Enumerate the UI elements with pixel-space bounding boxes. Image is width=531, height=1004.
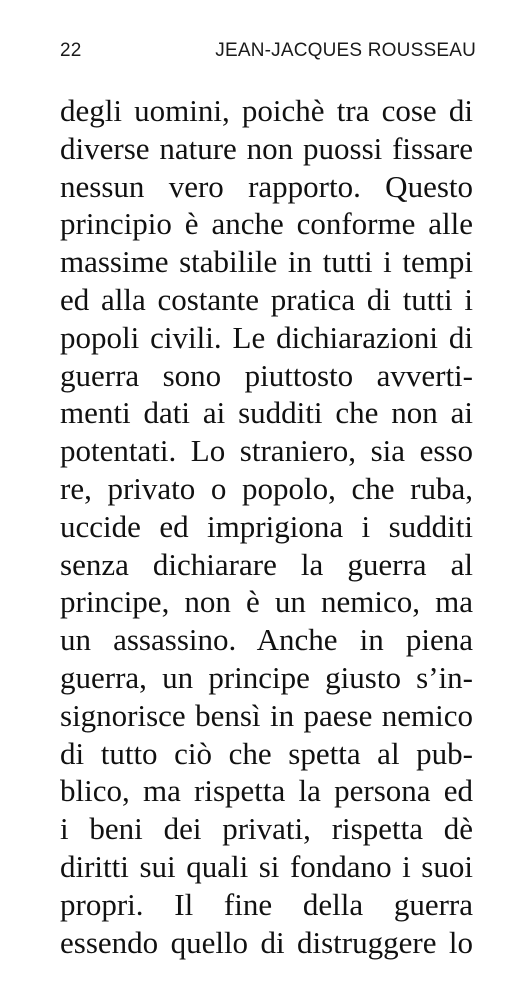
page-number: 22 [60,40,82,61]
running-head: JEAN-JACQUES ROUSSEAU [215,40,476,61]
text-line: nessun vero rapporto. Questo [60,168,473,204]
text-line: ed alla costante pratica di tutti i [60,281,473,317]
text-line: principe, non è un nemico, ma [60,584,473,620]
text-line: principio è anche conforme alle [60,206,473,242]
text-line: diverse nature non puossi fissare [60,130,473,166]
text-line: guerra sono piuttosto avverti- [60,357,473,393]
text-line: signorisce bensì in paese nemico [60,697,473,733]
body-text [60,92,473,961]
text-line: essendo quello di distruggere lo [60,924,473,960]
text-line: re, privato o popolo, che ruba, [60,470,473,506]
text-line: diritti sui quali si fondano i suoi [60,848,473,884]
text-line: menti dati ai sudditi che non ai [60,395,473,431]
text-line: potentati. Lo straniero, sia esso [60,433,473,469]
text-line: popoli civili. Le dichiarazioni di [60,319,473,355]
text-line: degli uomini, poichè tra cose di [60,93,473,128]
text-line: senza dichiarare la guerra al [60,546,473,582]
text-line: guerra, un principe giusto s’in- [60,659,473,695]
text-line: propri. Il fine della guerra [60,886,473,922]
text-line: di tutto ciò che spetta al pub- [60,735,473,771]
text-line: un assassino. Anche in piena [60,622,473,658]
text-line: blico, ma rispetta la persona ed [60,773,473,809]
text-line: uccide ed imprigiona i sudditi [60,508,473,544]
page-header [60,40,476,64]
text-line: massime stabilile in tutti i tempi [60,244,473,280]
text-line: i beni dei privati, rispetta dè [60,811,473,847]
